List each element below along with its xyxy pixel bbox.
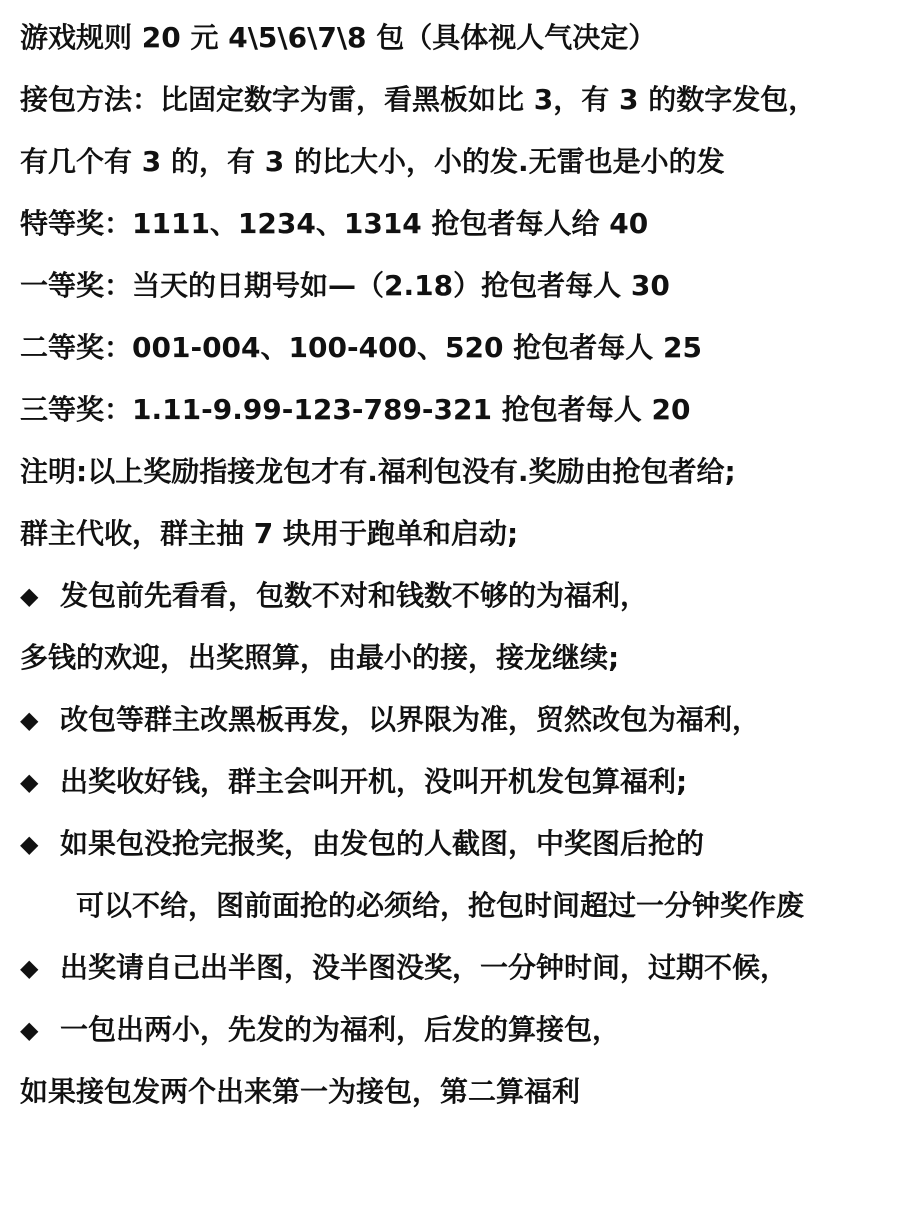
diamond-bullet-icon: ◆ <box>20 706 39 734</box>
line-text: 注明:以上奖励指接龙包才有.福利包没有.奖励由抢包者给; <box>20 455 736 488</box>
prize-first-line <box>20 266 670 306</box>
diamond-bullet-icon: ◆ <box>20 1016 39 1044</box>
line-text: 一包出两小，先发的为福利，后发的算接包， <box>60 1013 621 1046</box>
line-text: 如果接包发两个出来第一为接包，第二算福利 <box>20 1075 581 1108</box>
bullet-item <box>20 762 687 802</box>
line-text: 多钱的欢迎，出奖照算，由最小的接，接龙继续; <box>20 641 620 674</box>
line-text: 群主代收，群主抽 7 块用于跑单和启动; <box>20 517 519 550</box>
rule-line <box>20 80 816 120</box>
rules-title <box>20 18 656 58</box>
prize-third-line <box>20 390 690 430</box>
line-text: 接包方法：比固定数字为雷，看黑板如比 3，有 3 的数字发包， <box>20 83 817 116</box>
line-text: 发包前先看看，包数不对和钱数不够的为福利， <box>60 579 649 612</box>
bullet-continuation <box>76 886 804 926</box>
line-text: 如果包没抢完报奖，由发包的人截图，中奖图后抢的 <box>60 827 705 860</box>
bullet-item <box>20 1010 620 1050</box>
note-line <box>20 514 518 554</box>
line-text: 三等奖：1.11-9.99-123-789-321 抢包者每人 20 <box>20 393 691 426</box>
rule-line <box>20 142 725 182</box>
prize-special-line <box>20 204 648 244</box>
line-text: 特等奖：1111、1234、1314 抢包者每人给 40 <box>20 207 649 240</box>
diamond-bullet-icon: ◆ <box>20 768 39 796</box>
line-text: 一等奖：当天的日期号如—（2.18）抢包者每人 30 <box>20 269 670 302</box>
diamond-bullet-icon: ◆ <box>20 954 39 982</box>
prize-second-line <box>20 328 702 368</box>
line-text: 二等奖：001-004、100-400、520 抢包者每人 25 <box>20 331 702 364</box>
line-text: 改包等群主改黑板再发，以界限为准，贸然改包为福利， <box>60 703 761 736</box>
diamond-bullet-icon: ◆ <box>20 830 39 858</box>
rule-line <box>20 1072 580 1112</box>
bullet-item <box>20 700 760 740</box>
line-text: 游戏规则 20 元 4\5\6\7\8 包（具体视人气决定） <box>20 21 657 54</box>
bullet-item <box>20 576 648 616</box>
line-text: 出奖收好钱，群主会叫开机，没叫开机发包算福利; <box>60 765 688 798</box>
bullet-item <box>20 824 704 864</box>
line-text: 可以不给，图前面抢的必须给，抢包时间超过一分钟奖作废 <box>76 889 805 922</box>
line-text: 出奖请自己出半图，没半图没奖，一分钟时间，过期不候， <box>60 951 789 984</box>
diamond-bullet-icon: ◆ <box>20 582 39 610</box>
rule-line <box>20 638 619 678</box>
note-line <box>20 452 736 492</box>
bullet-item <box>20 948 788 988</box>
line-text: 有几个有 3 的，有 3 的比大小，小的发.无雷也是小的发 <box>20 145 725 178</box>
